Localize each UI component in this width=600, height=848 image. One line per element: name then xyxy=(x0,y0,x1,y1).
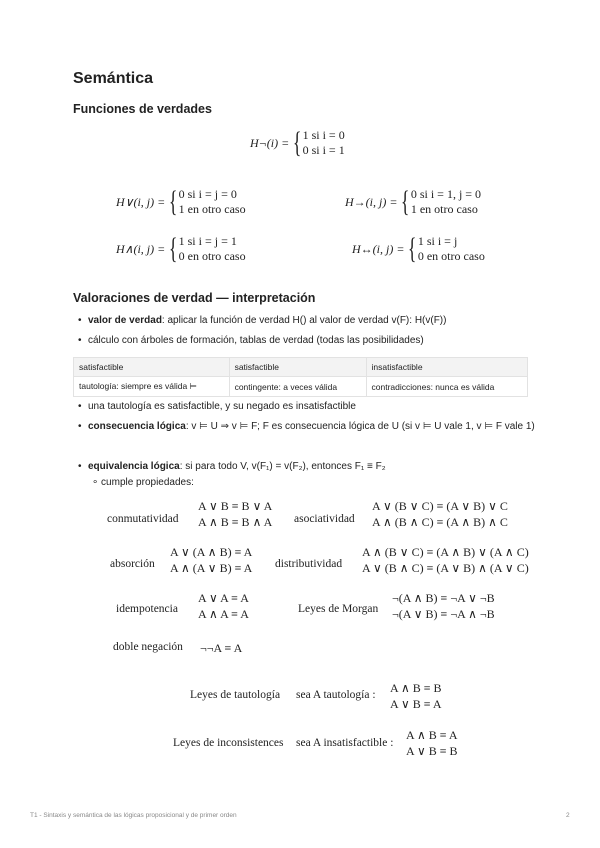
list-item: • valor de verdad: aplicar la función de verdad H() al valor de verdad v(F): H(v(F)) xyxy=(78,313,538,328)
footer-text: T1 - Sintaxis y semántica de las lógicas proposicional y de primer orden xyxy=(30,812,237,819)
property-formulas: A ∨ (A ∧ B) ≡ A A ∧ (A ∨ B) ≡ A xyxy=(170,545,253,575)
property-label: Leyes de Morgan xyxy=(298,603,379,615)
page-number: 2 xyxy=(566,812,570,819)
property-formulas: ¬¬A ≡ A xyxy=(200,641,243,655)
property-condition: sea A tautología : xyxy=(296,689,376,701)
equation-or: H∨(i, j) = { 0 si i = j = 0 1 en otro caso xyxy=(116,185,246,218)
property-formulas: ¬(A ∧ B) ≡ ¬A ∨ ¬B ¬(A ∨ B) ≡ ¬A ∧ ¬B xyxy=(392,591,495,621)
equation-not: H¬(i) = { 1 si i = 0 0 si i = 1 xyxy=(250,126,345,159)
section-title: Funciones de verdades xyxy=(73,102,212,116)
equation-and: H∧(i, j) = { 1 si i = j = 1 0 en otro caso xyxy=(116,232,246,265)
list-item: • equivalencia lógica: si para todo V, v(F₁) = v(F₂), entonces F₁ ≡ F₂ xyxy=(78,459,538,474)
list-item: • una tautología es satisfactible, y su negado es insatisfactible xyxy=(78,399,538,414)
property-condition: sea A insatisfactible : xyxy=(296,737,394,749)
equation-iff: H↔(i, j) = { 1 si i = j 0 en otro caso xyxy=(352,232,485,265)
property-formulas: A ∨ B ≡ B ∨ A A ∧ B ≡ B ∧ A xyxy=(198,499,273,529)
property-formulas: A ∨ (B ∨ C) ≡ (A ∨ B) ∨ C A ∧ (B ∧ C) ≡ (A ∧ B) ∧ C xyxy=(372,499,508,529)
list-item: • consecuencia lógica: v ⊨ U ⇒ v ⊨ F; F es consecuencia lógica de U (si v ⊨ U vale 1, v ⊨ F vale 1) xyxy=(78,419,538,434)
property-label: absorción xyxy=(110,558,155,570)
property-label: doble negación xyxy=(113,641,183,653)
property-label: conmutatividad xyxy=(107,513,179,525)
satisfiability-table: satisfactible satisfactible insatisfactible tautología: siempre es válida ⊨ contingente: a veces válida contradicciones: nunca es válida xyxy=(73,357,528,397)
property-label: Leyes de inconsistences xyxy=(173,737,284,749)
property-formulas: A ∧ (B ∨ C) ≡ (A ∧ B) ∨ (A ∧ C) A ∨ (B ∧ C) ≡ (A ∨ B) ∧ (A ∨ C) xyxy=(362,545,529,575)
sub-list-item: ∘ cumple propiedades: xyxy=(92,477,194,488)
property-formulas: A ∧ B ≡ B A ∨ B ≡ A xyxy=(390,681,442,711)
property-label: asociatividad xyxy=(294,513,355,525)
property-formulas: A ∨ A ≡ A A ∧ A ≡ A xyxy=(198,591,249,621)
equation-implies: H→(i, j) = { 0 si i = 1, j = 0 1 en otro caso xyxy=(345,185,482,218)
section-title: Valoraciones de verdad — interpretación xyxy=(73,291,316,305)
list-item: • cálculo con árboles de formación, tablas de verdad (todas las posibilidades) xyxy=(78,333,538,348)
property-label: Leyes de tautología xyxy=(190,689,281,701)
property-label: distributividad xyxy=(275,558,343,570)
property-formulas: A ∧ B ≡ A A ∨ B ≡ B xyxy=(406,728,458,758)
property-label: idempotencia xyxy=(116,603,178,615)
page-title: Semántica xyxy=(73,70,154,87)
